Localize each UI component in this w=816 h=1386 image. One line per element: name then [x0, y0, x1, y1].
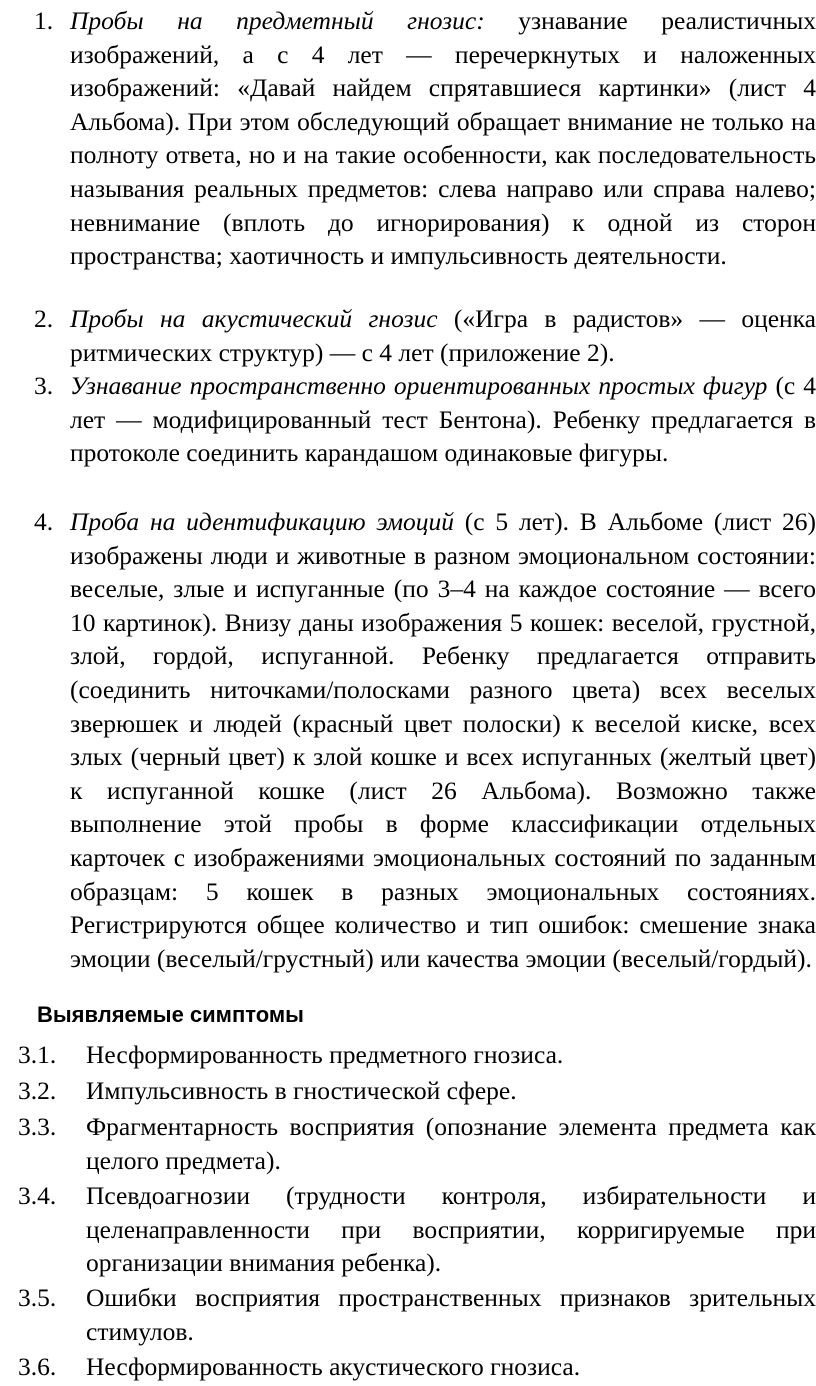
symptom-number: 3.1.: [18, 1040, 57, 1069]
symptom-text: Импульсивность в гностической сфере.: [86, 1076, 517, 1105]
symptom-number: 3.4.: [18, 1181, 57, 1210]
test-body: узнавание реалистичных изображений, а с 4 лет — перечеркнутых и наложенных изображений: «Давай найдем спрятавшиеся картинки» (лист 4 Альбома). При этом обследующий обращает внимание не только на полноту ответа, но и на такие особенности, как последовательность называния реальных предметов: слева направо или справа налево; невнимание (вплоть до игнорирования) к одной из сторон пространства; хаотичность и импульсивность деятельности.: [70, 6, 816, 271]
list-item-text: [70, 302, 816, 369]
symptom-text: Псевдоагнозии (трудности контроля, избирательности и целенаправленности при восприятии, корригируемые при организации внимания ребенка).: [86, 1181, 816, 1278]
list-number: 4.: [34, 507, 54, 536]
symptom-number: 3.3.: [18, 1112, 57, 1141]
test-lead: Узнавание пространственно ориентированных простых фигур: [70, 371, 768, 400]
symptom-number: 3.5.: [18, 1283, 57, 1312]
test-lead: Проба на идентификацию эмоций: [70, 507, 454, 536]
list-number: 2.: [34, 304, 54, 333]
symptom-text: Несформированность акустического гнозиса.: [86, 1352, 581, 1381]
symptom-number: 3.6.: [18, 1352, 57, 1381]
list-item-text: [70, 369, 816, 470]
symptom-text: Фрагментарность восприятия (опознание элемента предмета как целого предмета).: [86, 1112, 816, 1175]
test-body: («Игра в радистов» — оценка ритмических структур) — с 4 лет (приложение 2).: [70, 304, 816, 367]
symptom-number: 3.2.: [18, 1076, 57, 1105]
list-item-text: [70, 505, 816, 975]
list-item-text: [70, 4, 816, 273]
test-lead: Пробы на предметный гнозис:: [70, 6, 485, 35]
test-lead: Пробы на акустический гнозис: [70, 304, 438, 333]
list-number: 3.: [34, 371, 54, 400]
symptoms-heading: Выявляемые симптомы: [37, 1002, 304, 1027]
test-body: (с 5 лет). В Альбоме (лист 26) изображены люди и животные в разном эмоциональном состоянии: веселые, злые и испуганные (по 3–4 на каждое состояние — всего 10 картинок). Внизу даны изображения 5 кошек: веселой, грустной, злой, гордой, испуганной. Ребенку предлагается отправить (соединить ниточками/полосками разного цвета) всех веселых зверюшек и людей (красный цвет полоски) к веселой киске, всех злых (черный цвет) к злой кошке и всех испуганных (желтый цвет) к испуганной кошке (лист 26 Альбома). Возможно также выполнение этой пробы в форме классификации отдельных карточек с изображениями эмоциональных состояний по заданным образцам: 5 кошек в разных эмоциональных состояниях. Регистрируются общее количество и тип ошибок: смешение знака эмоции (веселый/грустный) или качества эмоции (веселый/гордый).: [70, 507, 816, 973]
symptom-text: Ошибки восприятия пространственных признаков зрительных стимулов.: [86, 1283, 816, 1346]
list-number: 1.: [34, 6, 54, 35]
test-body: (с 4 лет — модифицированный тест Бентона). Ребенку предлагается в протоколе соединить карандашом одинаковые фигуры.: [70, 371, 816, 468]
symptom-text: Несформированность предметного гнозиса.: [86, 1040, 564, 1069]
